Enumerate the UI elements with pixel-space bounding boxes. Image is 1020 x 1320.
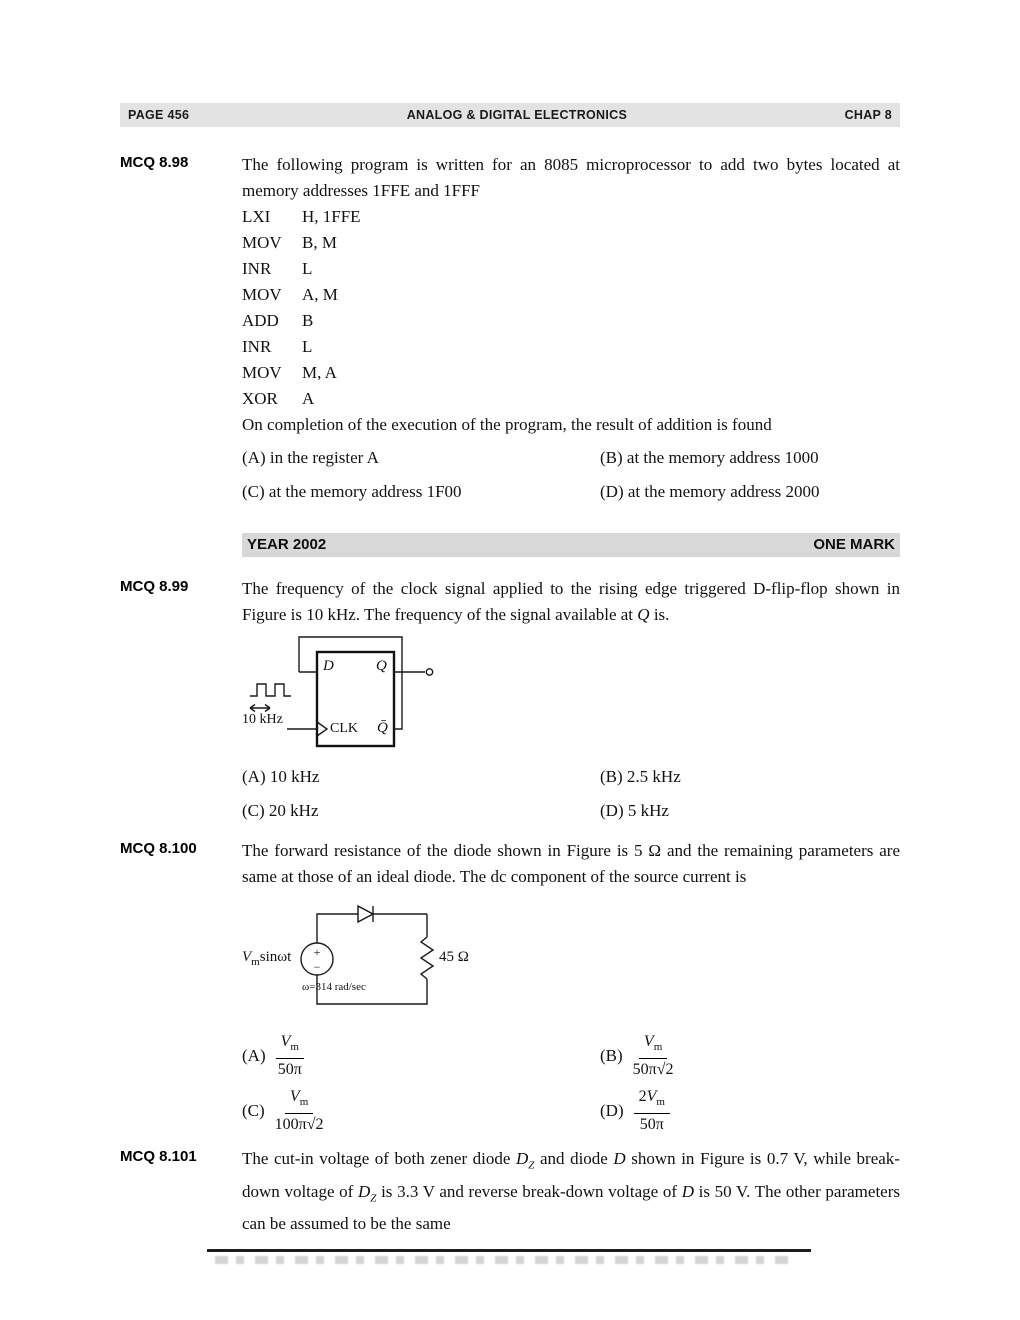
option-c	[242, 1087, 600, 1134]
code-line	[242, 308, 900, 334]
code-operand: B	[302, 311, 314, 330]
year-label: YEAR 2002	[247, 536, 327, 553]
numerator	[285, 1087, 313, 1114]
num-var: V	[646, 1088, 657, 1106]
option-a	[242, 1032, 600, 1079]
assembly-code-block	[242, 204, 900, 412]
code-line	[242, 230, 900, 256]
question-text: The cut-in voltage of both zener diode $D_Z$ and diode D shown in Figure is 0.7 V, while break-down voltage of $D_Z$ is 3.3 V and reverse break-down voltage of D is 50 V. The other parameters can be assumed to be the same	[242, 1149, 900, 1234]
code-operand: A	[302, 389, 315, 408]
code-mnemonic: MOV	[242, 285, 282, 304]
marks-label: ONE MARK	[813, 536, 895, 553]
numerator	[276, 1032, 304, 1059]
bottom-rule	[207, 1249, 811, 1252]
num-var: V	[289, 1088, 300, 1106]
clipped-text-remnant	[215, 1256, 795, 1264]
num-sub: m	[653, 1041, 663, 1054]
diode-circuit-figure	[242, 899, 502, 1024]
qbar-output-label: Q̄	[377, 720, 388, 736]
question-text: The forward resistance of the diode shown in Figure is 5 Ω and the remaining parameters are same at those of an ideal diode. The dc component of the source current is	[242, 841, 900, 886]
option-a: (A) 10 kHz	[242, 767, 320, 786]
num-sub: m	[290, 1041, 299, 1054]
chapter-label: CHAP 8	[844, 108, 892, 122]
question-text: On completion of the execution of the program, the result of addition is found	[242, 415, 772, 434]
code-line	[242, 256, 900, 282]
dff-figure	[242, 634, 452, 756]
question-id: MCQ 8.98	[120, 154, 189, 171]
question-id: MCQ 8.99	[120, 578, 189, 595]
option-d: (D) 5 kHz	[600, 801, 669, 820]
question-text: The following program is written for an 8085 microprocessor to add two bytes located at memory addresses 1FFE and 1FFF	[242, 155, 900, 200]
section-spacer	[120, 533, 242, 557]
denominator: 50π	[277, 1061, 302, 1079]
option-label: (A)	[242, 1045, 266, 1065]
source-voltage-label	[242, 949, 291, 970]
source-plus-sign: +	[313, 945, 321, 959]
code-mnemonic: LXI	[242, 207, 271, 226]
option-d	[600, 1087, 900, 1134]
q-output-label: Q	[376, 658, 387, 674]
option-label: (D)	[600, 1100, 624, 1120]
dff-circuit-svg	[242, 634, 452, 756]
code-line	[242, 204, 900, 230]
num-var: V	[280, 1033, 291, 1050]
question-8-100	[120, 838, 900, 1134]
code-line	[242, 334, 900, 360]
option-a: (A) in the register A	[242, 448, 379, 467]
feedback-wire	[299, 637, 402, 729]
code-line	[242, 386, 900, 412]
code-operand: B, M	[302, 233, 337, 252]
num-sub: m	[656, 1096, 665, 1109]
options-grid	[242, 443, 900, 507]
code-mnemonic: INR	[242, 259, 272, 278]
code-mnemonic: MOV	[242, 233, 282, 252]
period-arrow-icon	[250, 705, 270, 712]
num-coef: 2	[638, 1088, 647, 1106]
output-terminal	[426, 669, 432, 675]
code-mnemonic: XOR	[242, 389, 278, 408]
option-d: (D) at the memory address 2000	[600, 482, 820, 501]
denominator: 50π	[639, 1116, 664, 1134]
section-row	[120, 533, 900, 557]
section-bar	[242, 533, 900, 557]
question-8-101	[120, 1146, 900, 1237]
source-minus-sign: −	[313, 960, 321, 974]
question-text: The frequency of the clock signal applied to the rising edge triggered D-flip-flop shown in Figure is 10 kHz. The frequency of the signal available at Q is.	[242, 579, 900, 624]
option-b: (B) 2.5 kHz	[600, 767, 681, 786]
fraction	[276, 1032, 304, 1079]
code-mnemonic: INR	[242, 337, 272, 356]
option-c: (C) at the memory address 1F00	[242, 482, 462, 501]
d-input-label: D	[323, 658, 334, 674]
code-mnemonic: ADD	[242, 311, 279, 330]
code-line	[242, 282, 900, 308]
source-sub: m	[251, 956, 260, 968]
source-var: V	[242, 949, 252, 965]
code-operand: M, A	[302, 363, 337, 382]
numerator	[634, 1087, 670, 1114]
question-8-98	[120, 152, 900, 507]
clk-label: CLK	[330, 721, 358, 736]
code-operand: H, 1FFE	[302, 207, 361, 226]
denominator: 50π√2	[632, 1061, 674, 1079]
question-id: MCQ 8.101	[120, 1148, 197, 1166]
code-operand: A, M	[302, 285, 338, 304]
fraction	[634, 1087, 670, 1134]
clock-freq-label: 10 kHz	[242, 712, 283, 727]
fraction	[275, 1087, 324, 1134]
book-title: ANALOG & DIGITAL ELECTRONICS	[406, 108, 628, 122]
question-8-99	[120, 576, 900, 826]
options-grid	[242, 1032, 900, 1134]
code-operand: L	[302, 337, 313, 356]
option-c: (C) 20 kHz	[242, 801, 319, 820]
code-line	[242, 360, 900, 386]
resistor-icon	[421, 937, 433, 979]
question-id: MCQ 8.100	[120, 840, 197, 857]
page-number: PAGE 456	[128, 108, 190, 122]
options-grid	[242, 762, 900, 826]
clock-waveform-icon	[250, 684, 291, 696]
page-header	[120, 103, 900, 127]
source-fn: sinωt	[259, 949, 292, 965]
denominator: 100π√2	[274, 1116, 324, 1134]
numerator	[639, 1032, 667, 1059]
diode-icon	[358, 906, 373, 922]
code-mnemonic: MOV	[242, 363, 282, 382]
fraction	[633, 1032, 674, 1079]
clock-edge-triangle-icon	[317, 722, 327, 736]
option-label: (C)	[242, 1100, 265, 1120]
num-sub: m	[299, 1096, 309, 1109]
code-operand: L	[302, 259, 313, 278]
option-b: (B) at the memory address 1000	[600, 448, 819, 467]
omega-label: ω=314 rad/sec	[302, 981, 366, 993]
option-label: (B)	[600, 1045, 623, 1065]
option-b	[600, 1032, 900, 1079]
resistor-label: 45 Ω	[439, 949, 469, 965]
num-var: V	[643, 1033, 654, 1050]
